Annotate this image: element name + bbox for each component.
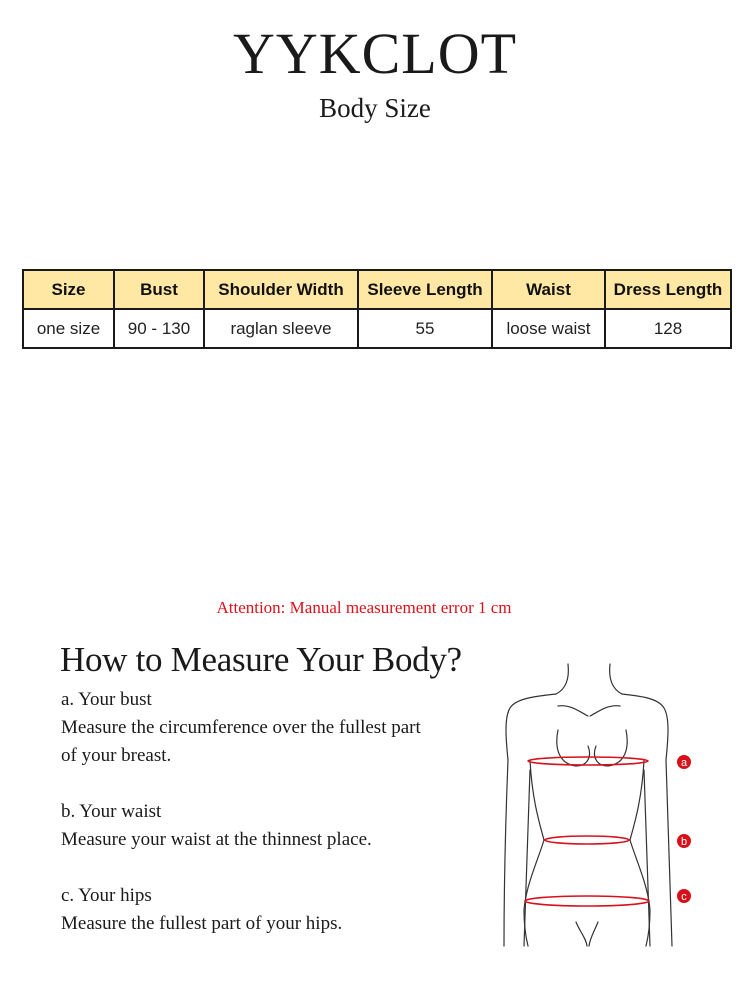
collarbone-right <box>590 706 620 716</box>
step-heading: c. Your hips <box>61 885 152 906</box>
marker-c <box>677 889 691 903</box>
bust-measure-ring <box>528 757 648 765</box>
right-shoulder-line <box>622 694 668 760</box>
col-header-shoulder-width: Shoulder Width <box>204 270 358 309</box>
right-arm-inner <box>644 770 650 946</box>
step-text: Measure the circumference over the fullest part <box>61 717 421 738</box>
body-figure-illustration <box>498 660 708 950</box>
size-table <box>22 269 732 349</box>
col-header-dress-length: Dress Length <box>605 270 731 309</box>
left-shoulder-line <box>506 694 556 760</box>
cell-bust: 90 - 130 <box>114 309 204 348</box>
marker-b-label: b <box>680 836 688 848</box>
crotch-right-line <box>589 922 598 946</box>
marker-b <box>677 834 691 848</box>
brand-logo: YYKCLOT <box>232 21 518 86</box>
col-header-size: Size <box>23 270 114 309</box>
step-text: of your breast. <box>61 745 172 766</box>
attention-note: Attention: Manual measurement error 1 cm <box>216 598 512 617</box>
step-bust <box>61 686 491 770</box>
marker-c-label: c <box>681 891 687 903</box>
how-to-title: How to Measure Your Body? <box>60 640 462 679</box>
step-text: Measure your waist at the thinnest place. <box>61 829 372 850</box>
waist-measure-ring <box>545 836 629 844</box>
marker-a <box>677 755 691 769</box>
bust-left-line <box>557 730 590 766</box>
left-arm-outer <box>504 760 508 946</box>
right-arm-outer <box>666 760 672 946</box>
step-heading: a. Your bust <box>61 689 152 710</box>
neck-left-line <box>556 664 568 694</box>
cell-shoulder-width: raglan sleeve <box>204 309 358 348</box>
left-arm-inner <box>524 770 530 946</box>
cell-waist: loose waist <box>492 309 605 348</box>
table-row <box>23 309 731 348</box>
step-heading: b. Your waist <box>61 801 162 822</box>
cell-sleeve-length: 55 <box>358 309 492 348</box>
col-header-sleeve-length: Sleeve Length <box>358 270 492 309</box>
neck-right-line <box>610 664 622 694</box>
crotch-left-line <box>576 922 587 946</box>
cell-dress-length: 128 <box>605 309 731 348</box>
hips-measure-ring <box>525 896 649 906</box>
collarbone-left <box>558 706 588 716</box>
measure-steps <box>61 686 491 966</box>
step-hips <box>61 882 491 938</box>
marker-a-label: a <box>680 757 688 769</box>
cell-size: one size <box>23 309 114 348</box>
step-waist <box>61 798 491 854</box>
col-header-waist: Waist <box>492 270 605 309</box>
step-text: Measure the fullest part of your hips. <box>61 913 343 934</box>
page-subtitle: Body Size <box>319 93 431 123</box>
table-header-row <box>23 270 731 309</box>
col-header-bust: Bust <box>114 270 204 309</box>
bust-right-line <box>595 730 628 766</box>
